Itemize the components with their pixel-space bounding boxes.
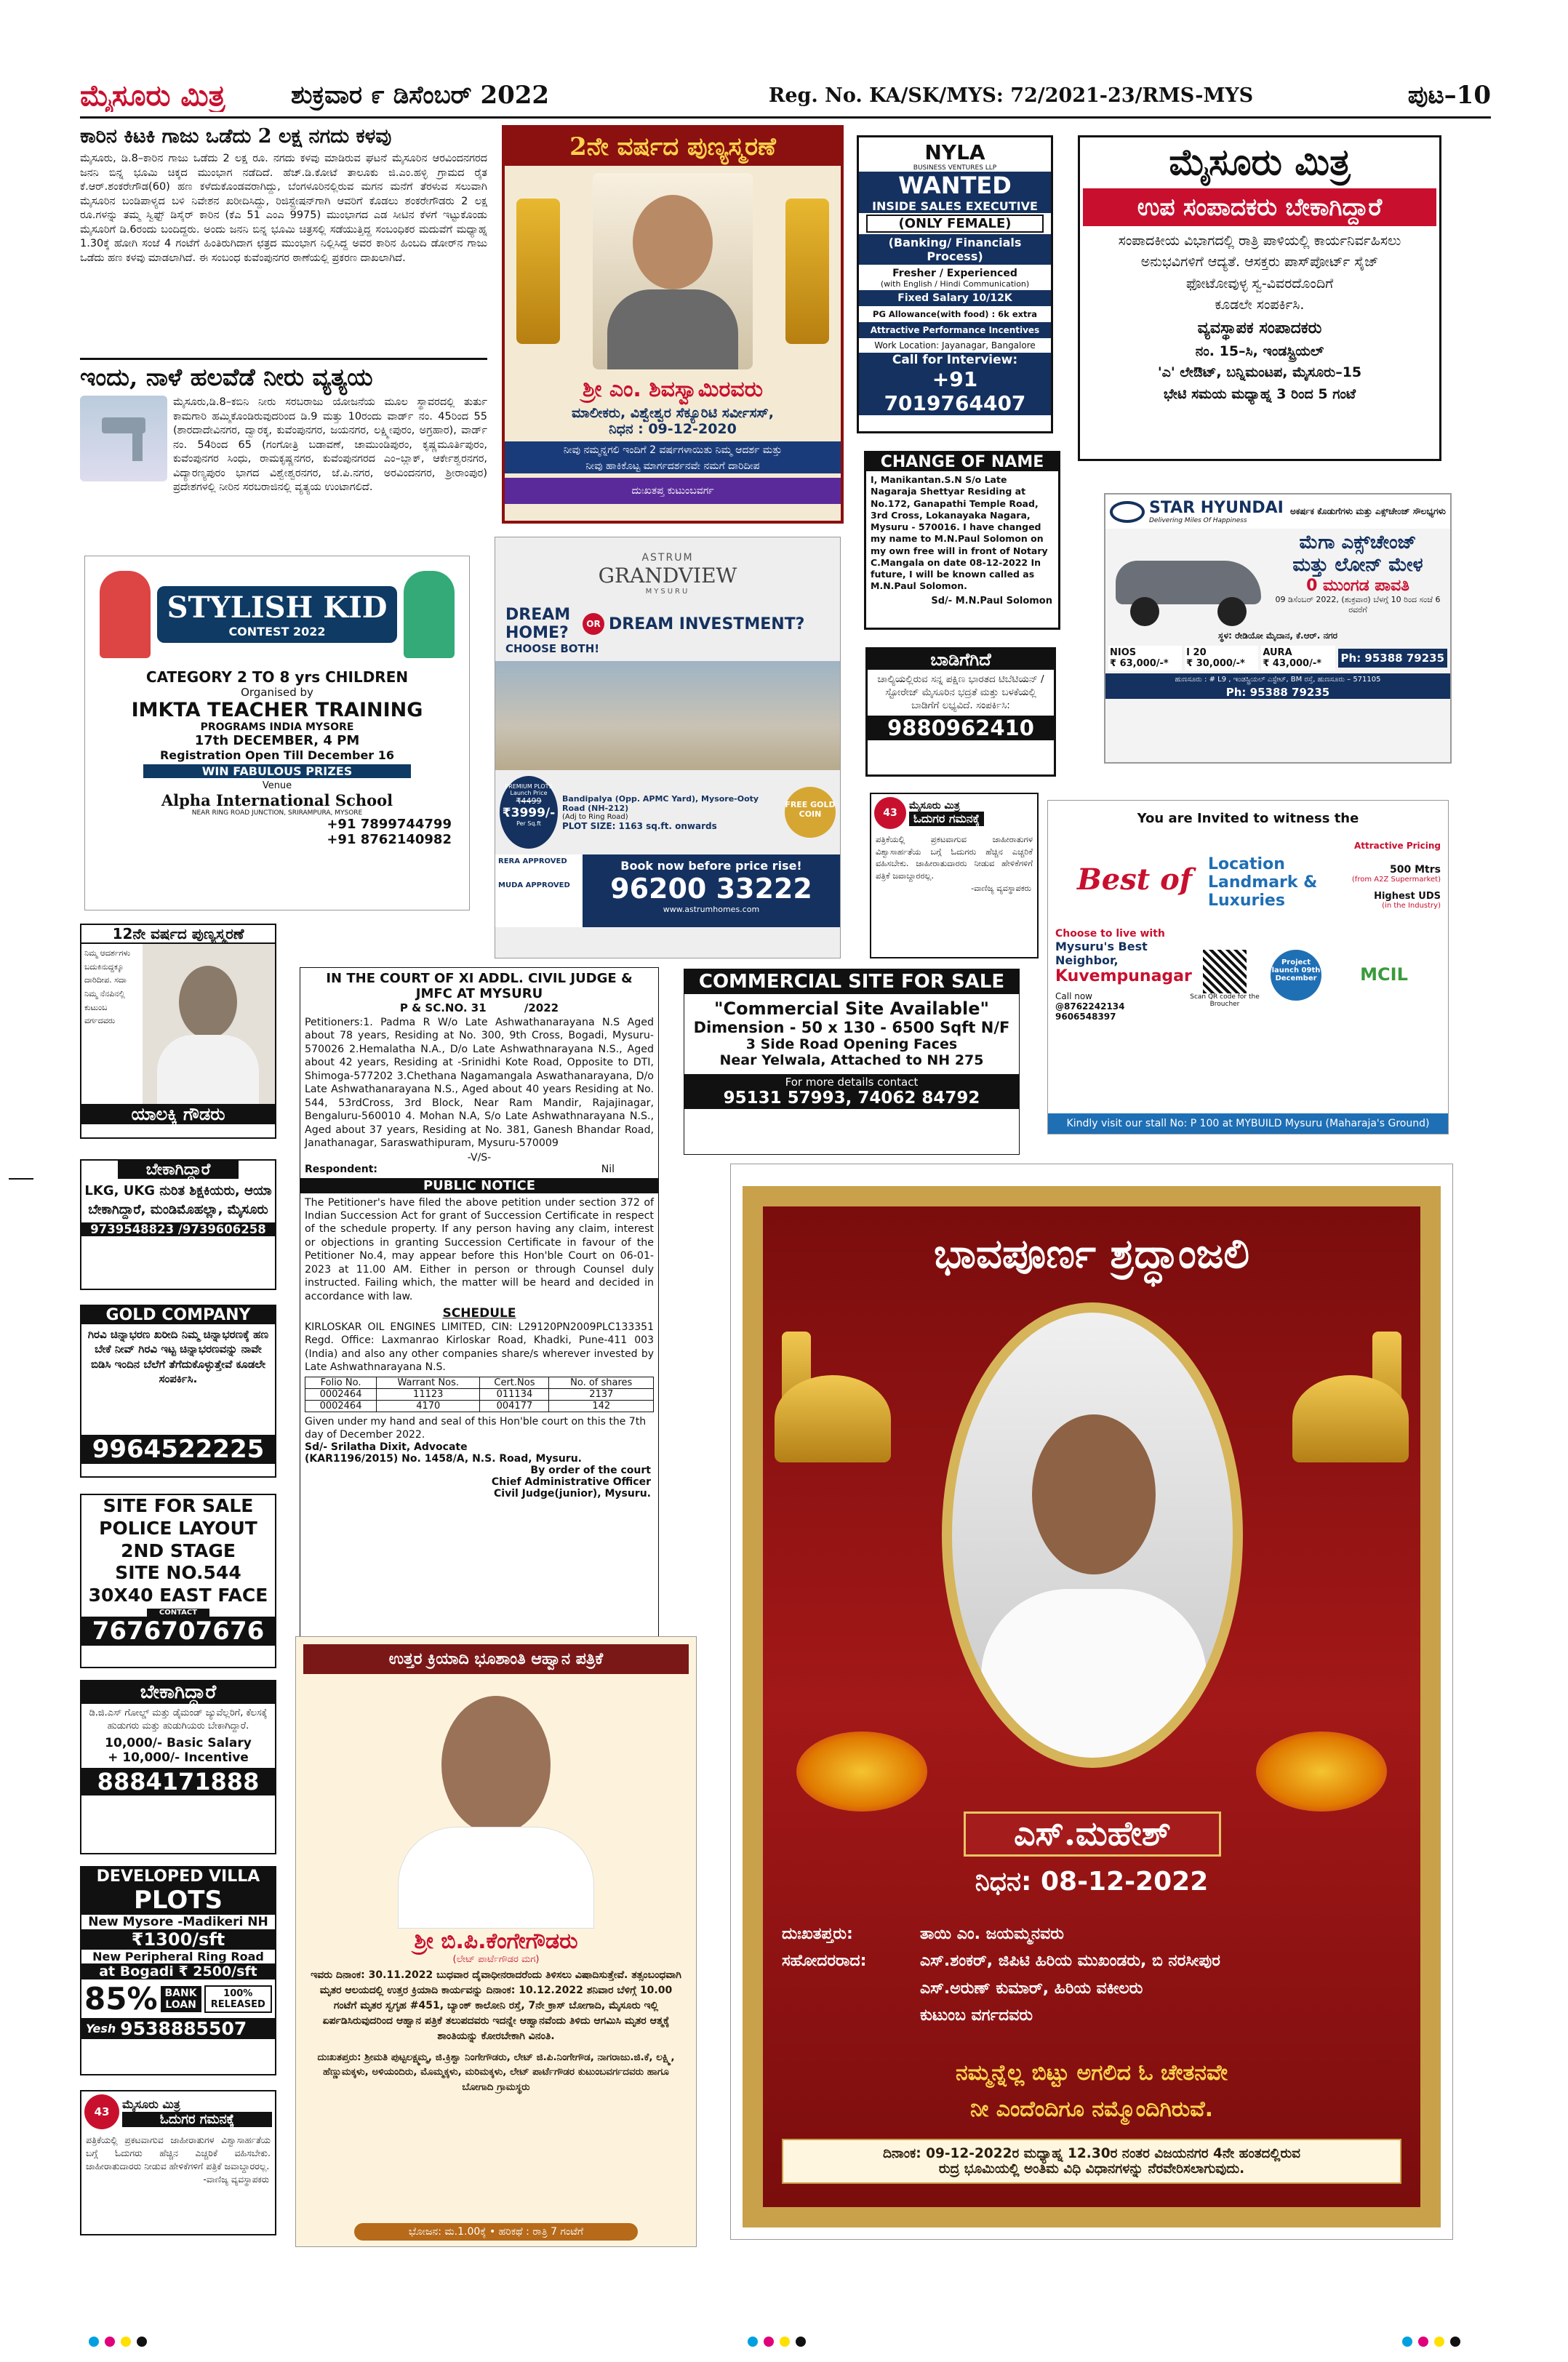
near: Near Yelwala, Attached to NH 275 [719, 1052, 984, 1068]
masthead-reg: Reg. No. KA/SK/MYS: 72/2021-23/RMS-MYS [768, 84, 1254, 107]
court-public-notice [300, 967, 659, 1654]
punya-smarane-2-ad [502, 125, 844, 524]
model-offer: NIOS ₹ 63,000/-* [1108, 646, 1182, 670]
or-badge: OR [583, 613, 604, 635]
phone-number: 9964522225 [81, 1435, 275, 1464]
share-table [305, 1377, 654, 1412]
choose-both: CHOOSE BOTH! [505, 642, 600, 655]
notice-title: ಓದುಗರ ಗಮನಕ್ಕೆ [909, 812, 984, 826]
site-for-sale-ad [80, 1494, 276, 1668]
venue-label: Venue [262, 780, 292, 791]
portrait-photo [942, 1302, 1243, 1768]
vacancy-line: ಅನುಭವಿಗಳಿಗೆ ಆದ್ಯತೆ. ಆಸಕ್ತರು ಪಾಸ್‌ಪೋರ್ಟ್ ಸೈಜ್ [1140, 254, 1379, 271]
ad-title: ಉತ್ತರ ಕ್ರಿಯಾದಿ ಭೂಶಾಂತಿ ಆಹ್ವಾನ ಪತ್ರಿಕೆ [303, 1644, 689, 1674]
deceased-title: ಮಾಲೀಕರು, ವಿಶ್ವೇಶ್ವರ ಸೆಕ್ಯೂರಿಟಿ ಸರ್ವೀಸಸ್, [571, 405, 774, 421]
case-number: P & SC.NO. 31 /2022 [399, 1001, 559, 1014]
mela-title: ಮೆಗಾ ಎಕ್ಸ್‌ಚೇಂಜ್ [1299, 532, 1417, 553]
call-label: Call now [1055, 991, 1092, 1001]
phone-number: 95131 57993, 74062 84792 [723, 1089, 980, 1108]
ad-title: ಬೇಕಾಗಿದ್ದಾರೆ [118, 1161, 239, 1179]
quote-line: ನಮ್ಮನ್ನೆಲ್ಲ ಬಿಟ್ಟು ಅಗಲಿದ ಓ ಚೇತನವೇ [955, 2060, 1228, 2086]
color-registration-dots [86, 2336, 150, 2350]
deceased-relation: (ಲೇಟ್ ಪಾರ್ಟೆಗೌಡರ ಮಗ) [452, 1954, 540, 1965]
usp-line: Location [1208, 855, 1285, 873]
notice-body: ಪತ್ರಿಕೆಯಲ್ಲಿ ಪ್ರಕಟವಾಗುವ ಜಾಹೀರಾತುಗಳ ವಿಶ್ವಾಸಾರ್ಹತೆಯ ಬಗ್ಗೆ ಓದುಗರು ಹೆಚ್ಚಿನ ಎಚ್ಚರಿಕೆ ವಹಿಸಬೇಕು. ಜಾಹೀರಾತುದಾರರು ನೀಡುವ ಹೇಳಿಕೆಗಳಿಗೆ ಪತ್ರಿಕೆ ಜವಾಬ್ದಾರರಲ್ಲ. [876, 834, 1033, 881]
event-date: 17th DECEMBER, 4 PM [194, 733, 360, 748]
pg-allowance: PG Allowance(with food) : 6k extra [873, 309, 1037, 319]
dealer-tag: Delivering Miles Of Happiness [1149, 517, 1247, 524]
muda: MUDA APPROVED [498, 881, 570, 889]
death-date: ನಿಧನ: 08-12-2022 [975, 1867, 1209, 1897]
launch-badge: Project launch 09th December [1271, 950, 1321, 1001]
usp-line: Landmark & [1208, 873, 1318, 892]
contact-phone: +91 7899744799 [327, 817, 452, 832]
tag-line: Kuvempunagar [1055, 967, 1192, 985]
vacancy-line: ಸಂಪಾದಕೀಯ ವಿಭಾಗದಲ್ಲಿ ರಾತ್ರಿ ಪಾಳಿಯಲ್ಲಿ ಕಾರ್ಯನಿರ್ವಹಿಸಲು [1118, 233, 1401, 249]
vacancy-line: ಭೇಟಿ ಸಮಯ ಮಧ್ಯಾಹ್ನ 3 ರಿಂದ 5 ಗಂಟೆ [1163, 385, 1356, 402]
officer-line: Chief Administrative Officer [491, 1476, 651, 1489]
phone-number: @8762242134 [1055, 1001, 1125, 1012]
salary: 10,000/- Basic Salary [105, 1736, 252, 1751]
nyla-job-ad [857, 135, 1053, 433]
schedule-body: KIRLOSKAR OIL ENGINES LIMITED, CIN: L29120PN2009PLC133351 Regd. Office: Laxmanrao Kirloskar Road, Khadki, Pune-411 003 (India) and also any other companies share/s wherever invested by Late Ashwathnarayana N.S. [305, 1321, 654, 1373]
mela-venue: ಸ್ಥಳ: ರೇಡಿಯೋ ಮೈದಾನ, ಕೆ.ಆರ್. ನಗರ [1218, 630, 1337, 641]
lamp-icon [1292, 1375, 1409, 1462]
ad-title: COMMERCIAL SITE FOR SALE [684, 969, 1019, 994]
anniversary-badge-icon: 43 [84, 2094, 119, 2129]
kid-figure-icon [404, 571, 455, 658]
website: www.astrumhomes.com [663, 905, 760, 914]
vacancy-line: ಫೋಟೋವುಳ್ಳ ಸ್ವ-ವಿವರದೊಂದಿಗೆ [1185, 275, 1334, 292]
vacancy-line: ಕೂಡಲೇ ಸಂಪರ್ಕಿಸಿ. [1215, 297, 1305, 313]
notice-sign: -ವಾಣಿಜ್ಯ ವ್ಯವಸ್ಥಾಪಕರು [203, 2174, 269, 2185]
headline-investment: DREAM INVESTMENT? [609, 614, 805, 633]
project-name: GRANDVIEW [598, 564, 737, 588]
project-render-image [495, 661, 840, 770]
ad-line: SITE FOR SALE [103, 1495, 254, 1516]
experience: Fresher / Experienced [892, 268, 1017, 279]
anniversary-badge-icon: 43 [874, 797, 906, 829]
dealer-address: ಹುಣಸೂರು : # L9 , ಇಂಡಸ್ಟ್ರಿಯಲ್ ಎಸ್ಟೇಟ್, BM ರಸ್ತೆ, ಹುಣಸೂರು – 571105 [1105, 673, 1450, 686]
readers-notice [80, 2090, 276, 2235]
dealer-phone: Ph: 95388 79235 [1338, 649, 1448, 668]
advocate: Sd/- Srilatha Dixit, Advocate [305, 1441, 468, 1454]
dealer-name: STAR HYUNDAI [1149, 499, 1284, 517]
siblings-label: ಸಹೋದರರಾದ: [782, 1952, 867, 1971]
color-registration-dots [745, 2336, 809, 2350]
bank-loan: BANK LOAN [161, 1986, 201, 2012]
phone-number: 96200 33222 [610, 873, 812, 905]
phone-number: 9606548397 [1055, 1012, 1116, 1022]
public-notice-title: PUBLIC NOTICE [300, 1178, 658, 1193]
venue-name: Alpha International School [161, 791, 393, 809]
ad-body: ನಿಮ್ಮ ಆದರ್ಶಗಳು ಬದುಕಿನುದ್ದಕ್ಕೂ ದಾರಿದೀಪ. ಸದಾ ನಿಮ್ಮ ನೆನಪಿನಲ್ಲಿ ಕುಟುಂಬ ವರ್ಗದವರು [84, 948, 131, 1026]
headline-home: DREAM HOME? [505, 606, 571, 642]
stall-line: Kindly visit our stall No: P 100 at MYBUILD Mysuru (Maharaja's Ground) [1048, 1113, 1448, 1134]
order-line: By order of the court [530, 1465, 651, 1477]
usp-distance: 500 Mtrs [1390, 864, 1441, 876]
jewellery-jobs-ad [80, 1680, 276, 1854]
page-number: ಪುಟ–10 [1407, 81, 1491, 110]
location-sub: (Adj to Ring Road) [562, 812, 628, 821]
table-row: 0002464 11123 011134 2137 [305, 1388, 654, 1400]
ad-subtitle: PLOTS [81, 1886, 275, 1915]
masthead-rule [80, 116, 1491, 119]
contact-label: CONTACT [147, 1609, 209, 1617]
lamp-icon [775, 1375, 891, 1462]
usp-uds: Highest UDS [1374, 891, 1441, 902]
tag-line: Neighbor, [1055, 953, 1119, 967]
mcil-project-ad [1047, 800, 1449, 1134]
water-tap-image [80, 396, 167, 481]
deceased-name: ಶ್ರೀ ಎಂ. ಶಿವಸ್ವಾಮಿರವರು [582, 377, 764, 402]
stylish-kid-contest-ad [84, 556, 470, 910]
female-only: (ONLY FEMALE) [866, 215, 1044, 233]
dealer-phone: Ph: 95388 79235 [1105, 686, 1450, 699]
usp-line: Luxuries [1208, 892, 1285, 910]
phone-number: 9538885507 [120, 2018, 247, 2039]
company-sub: BUSINESS VENTURES LLP [913, 164, 997, 172]
ad-line: 2ND STAGE [121, 1540, 236, 1561]
family-line: ತಾಯಿ ಎಂ. ಜಯಮ್ಮನವರು [920, 1925, 1064, 1943]
mela-dates: 09 ಡಿಸೆಂಬರ್ 2022, (ಶುಕ್ರವಾರ) ಬೆಳಗ್ಗೆ 10 ರಿಂದ ಸಂಜೆ 6 ರವರೆಗೆ [1275, 595, 1441, 614]
ad-title: 2ನೇ ವರ್ಷದ ಪುಣ್ಯಸ್ಮರಣೆ [505, 128, 841, 166]
hyundai-logo-icon [1110, 501, 1145, 523]
ad-quote: "Commercial Site Available" [714, 998, 989, 1019]
plot-size: PLOT SIZE: 1163 sq.ft. onwards [562, 820, 717, 831]
news-body: ಮೈಸೂರು,ಡಿ.8–ಕಬಿನಿ ನೀರು ಸರಬರಾಜು ಯೋಜನೆಯ ಮೂಲ ಸ್ಥಾವರದಲ್ಲಿ ತುರ್ತು ಕಾಮಗಾರಿ ಹಮ್ಮಿಕೊಂಡಿರುವುದರಿಂದ ಡಿ.9 ಮತ್ತು 10ರಂದು ವಾರ್ಡ್ ನಂ. 45ರಿಂದ 55 (ಶಾರದಾದೇವಿನಗರ, ದ್ವಾರಕ್ಕ, ಕುವೆಂಪುನಗರ, ಜಯನಗರ, ಲಕ್ಷ್ಮೀಪುರಂ, ಅಗ್ರಹಾರ), ವಾರ್ಡ್ ನಂ. 54ರಿಂದ 65 (ಗಂಗೋತ್ರಿ ಬಡಾವಣೆ, ಚಾಮುಂಡಿಪುರಂ, ಕೃಷ್ಣಮೂರ್ತಿಪುರಂ, ಕುವೆಂಪುನಗರ ಸಿಂಧು, ರಾಮಕೃಷ್ಣನಗರ, ಕುವೆಂಪುನಗರದ ಎಂ–ಬ್ಲಾಕ್, ಆರ್ಕೇಶ್ವರನಗರ, ವಿದ್ಯಾರಣ್ಯಪುರಂ ಭಾಗದ ವಿಶ್ವೇಶ್ವರನಗರ, ಜೆ.ಪಿ.ನಗರ, ಅರವಿಂದನಗರ, ಶ್ರೀರಾಂಪುರ) ಪ್ರದೇಶಗಳಲ್ಲಿ ನೀರಿನ ಸರಬರಾಜಿನಲ್ಲಿ ವ್ಯತ್ಯಯ ಉಂಟಾಗಲಿದೆ. [173, 396, 487, 494]
punya-smarane-12-ad [80, 924, 276, 1139]
salary: Fixed Salary 10/12K [859, 290, 1051, 306]
astrum-grandview-ad [495, 537, 841, 958]
family-line: ಕುಟುಂಬ ವರ್ಗದವರು [920, 2006, 1033, 2025]
divider [80, 358, 487, 360]
work-location: Work Location: Jayanagar, Bangalore [874, 340, 1036, 351]
readers-notice [870, 793, 1039, 958]
ad-line: POLICE LAYOUT [99, 1517, 257, 1539]
shraddhanjali-ad [730, 1164, 1453, 2240]
tribute-line: ನೀವು ನಮ್ಮನ್ನಗಲಿ ಇಂದಿಗೆ 2 ವರ್ಷಗಳಾಯಿತು ನಿಮ್ಮ ಆದರ್ಶ ಮತ್ತು [505, 441, 841, 459]
brand-logo: Yesh [86, 2022, 116, 2035]
portrait-photo [593, 173, 753, 369]
deceased-name: ಎಸ್.ಮಹೇಶ್ [964, 1811, 1221, 1857]
news-headline: ಕಾರಿನ ಕಿಟಕಿ ಗಾಜು ಒಡೆದು 2 ಲಕ್ಷ ನಗದು ಕಳವು [80, 125, 392, 148]
for-rent-ad [865, 647, 1056, 777]
family-label: ದುಃಖತಪ್ತರು: [782, 1925, 853, 1943]
advocate-address: (KAR1196/2015) No. 1458/A, N.S. Road, Mysuru. [305, 1453, 582, 1465]
dimension: Dimension - 50 x 130 - 6500 Sqft N/F [693, 1019, 1010, 1036]
book-now: Book now before price rise! [620, 859, 802, 873]
organiser: IMKTA TEACHER TRAINING [131, 699, 423, 721]
versus: -V/S- [467, 1151, 492, 1164]
ad-title: DEVELOPED VILLA [81, 1867, 275, 1886]
route: New Mysore -Madikeri NH [88, 1915, 268, 1929]
masthead-logo: ಮೈಸೂರು ಮಿತ್ರ [80, 79, 225, 112]
call-label: Call for Interview: [859, 353, 1051, 367]
brand: ASTRUM [641, 552, 694, 564]
ad-body: LKG, UKG ನುರಿತ ಶಿಕ್ಷಕಿಯರು, ಆಯಾ ಬೇಕಾಗಿದ್ದಾರೆ, ಮಂಡಿಮೊಹಲ್ಲಾ, ಮೈಸೂರು [84, 1183, 272, 1218]
family-line: ದುಃಖತಪ್ತರು: ಶ್ರೀಮತಿ ಪುಟ್ಟಲಕ್ಷ್ಮಮ್ಮ, ಜಿ.ಕ್ರಿಶ್ವಾ ನಿಂಗೇಗೌಡರು, ಲೇಟ್ ಜಿ.ಪಿ.ನಿಂಗೇಗೌಡ, ನಾಗರಾಜು.ಜಿ.ಕೆ, ಲಕ್ಷ್ಮಿ, ಹೆಣ್ಣುಮಕ್ಕಳು, ಅಳಿಯಂದಿರು, ಮೊಮ್ಮಕ್ಕಳು, ಮರಿಮಕ್ಕಳು, ಲೇಟ್ ಪಾರ್ಟೆಗೌಡರ ಕುಟುಂಬವರ್ಗದವರು ಹಾಗೂ ಬೋಗಾದಿ ಗ್ರಾಮಸ್ಥರು [317, 2051, 675, 2093]
role: INSIDE SALES EXECUTIVE [859, 199, 1051, 213]
location: Bandipalya (Opp. APMC Yard), Mysore-Ooty Road (NH-212) [562, 793, 759, 813]
contest-year: CONTEST 2022 [228, 625, 326, 638]
project-city: MYSURU [645, 588, 690, 596]
table-header-row: Folio No. Warrant Nos. Cert.Nos No. of shares [305, 1377, 654, 1388]
table-row: 0002464 4170 004177 142 [305, 1400, 654, 1412]
death-date: ನಿಧನ : 09-12-2020 [609, 421, 737, 437]
funeral-info: ದಿನಾಂಕ: 09-12-2022ರ ಮಧ್ಯಾಹ್ನ 12.30ರ ನಂತರ ವಿಜಯನಗರ 4ನೇ ಹಂತದಲ್ಲಿರುವ ರುದ್ರ ಭೂಮಿಯಲ್ಲಿ ಅಂತಿಮ ವಿಧಿ ವಿಧಾನಗಳನ್ನು ನೆರವೇರಿಸಲಾಗುವುದು. [782, 2139, 1401, 2184]
portrait-photo [354, 1681, 638, 1929]
notice-body: ಪತ್ರಿಕೆಯಲ್ಲಿ ಪ್ರಕಟವಾಗುವ ಜಾಹೀರಾತುಗಳ ವಿಶ್ವಾಸಾರ್ಹತೆಯ ಬಗ್ಗೆ ಓದುಗರು ಹೆಚ್ಚಿನ ಎಚ್ಚರಿಕೆ ವಹಿಸಬೇಕು. ಜಾಹೀರಾತುದಾರರು ನೀಡುವ ಹೇಳಿಕೆಗಳಿಗೆ ಪತ್ರಿಕೆ ಜವಾಬ್ದಾರರಲ್ಲ. [86, 2134, 271, 2172]
quote-line: ನೀ ಎಂದೆಂದಿಗೂ ನಮ್ಮೊಂದಿಗಿರುವೆ. [969, 2097, 1214, 2122]
mela-title: ಮತ್ತು ಲೋನ್ ಮೇಳ [1292, 554, 1423, 576]
gold-coin-badge: FREE GOLD COIN [785, 787, 836, 838]
organiser-sub: PROGRAMS INDIA MYSORE [200, 721, 354, 733]
paper-logo: ಮೈಸೂರು ಮಿತ್ರ [909, 800, 960, 812]
gold-company-ad [80, 1305, 276, 1478]
petitioners: Petitioners:1. Padma R W/o Late Ashwathanarayana N.S Aged about 78 years, Residing at No. 300, 9th Cross, Bogadi, Mysuru-570026 2.Hemalatha N.A., D/o Late Ashwathnarayana N.S., Aged about 42 years, Residing at -Srinidhi Kote Road, Opposite to DTI, Shimoga-577202 3.Chethana Nagamangala Aswathanarayana, D/o Late Ashwathanarayana N.S., Aged about 40 years Residing at No. 544, 53rdCross, 3rd Block, Near Ram Mandir, Rajajinagar, Bengaluru-560010 4. Mohan N.A, S/o Late Ashwathnarayana N.S., Aged about 37 years, Residing at No. 381, Ganesh Bhandar Road, Janathanagar, Saraswathipuram, Mysuru-570009 [305, 1017, 654, 1150]
side-road: 3 Side Road Opening Faces [745, 1036, 958, 1052]
ad-body: ಗಿರವಿ ಚಿನ್ನಾಭರಣ ಖರೀದಿ ನಿಮ್ಮ ಚಿನ್ನಾಭರಣಕ್ಕೆ ಹಣ ಬೇಕೆ ನೀವ್ ಗಿರವಿ ಇಟ್ಟ ಚಿನ್ನಾಭರಣವನ್ನು ನಾವೇ ಬಿಡಿಸಿ ಇಂದಿನ ಬೆಲೆಗೆ ತೆಗೆದುಕೊಳ್ಳುತ್ತೇವೆ ಕೂಡಲೇ ಸಂಪರ್ಕಿಸಿ. [87, 1328, 269, 1385]
communication: (with English / Hindi Communication) [880, 279, 1030, 289]
respondent-label: Respondent: [305, 1163, 377, 1175]
qr-code-icon [1203, 950, 1247, 993]
lamp-icon [785, 199, 829, 344]
flower-decoration-icon [1256, 1732, 1387, 1811]
wanted-heading: WANTED [859, 172, 1051, 199]
phone-number: +91 7019764407 [859, 367, 1051, 415]
vacancy-title: ಉಪ ಸಂಪಾದಕರು ಬೇಕಾಗಿದ್ದಾರೆ [1083, 188, 1436, 226]
model-offer: AURA ₹ 43,000/-* [1261, 646, 1335, 670]
respondent-value: Nil [601, 1163, 615, 1175]
contest-title: STYLISH KID [167, 590, 388, 625]
lamp-icon [516, 199, 560, 344]
villa-plots-ad [80, 1866, 276, 2075]
usp-distance-sub: (from A2Z Supermarket) [1351, 876, 1441, 884]
contact-phone: +91 8762140982 [327, 832, 452, 847]
ad-title: ಬೇಕಾಗಿದ್ದಾರೆ [81, 1681, 275, 1704]
incentive: + 10,000/- Incentive [108, 1750, 249, 1766]
qr-caption: Scan QR code for the Broucher [1190, 993, 1260, 1008]
news-article-water [80, 364, 487, 544]
masthead [80, 79, 1491, 112]
notice-title: ಓದುಗರ ಗಮನಕ್ಕೆ [122, 2112, 272, 2127]
deceased-name: ಯಾಲಕ್ಕಿ ಗೌಡರು [81, 1104, 275, 1124]
prizes: WIN FABULOUS PRIZES [143, 764, 411, 778]
ad-title: CHANGE OF NAME [866, 453, 1058, 471]
news-body: ಮೈಸೂರು, ಡಿ.8–ಕಾರಿನ ಗಾಜು ಒಡೆದು 2 ಲಕ್ಷ ರೂ. ನಗದು ಕಳವು ಮಾಡಿರುವ ಘಟನೆ ಮೈಸೂರಿನ ಆರವಿಂದನಗರದ ಜನನಿ ಬಿನ್ನ ಭೂಮಿ ಚಿಕ್ಕದ ಮುಂಭಾಗ ನಡೆದಿದೆ. ಹೆಚ್.ಡಿ.ಕೋಟೆ ತಾಲೂಕು ಜಿ.ಎಂ.ಹಳ್ಳಿ ಗ್ರಾಮದ ರೈತ ಕೆ.ಆರ್.ಶಂಕರೇಗೌಡ(60) ಹಣ ಕಳೆದುಕೊಂಡವರಾಗಿದ್ದು, ಬೆಂಗಳೂರಿನಲ್ಲಿರುವ ಮಗನ ಮನೆಗೆ ತೆರಳುವ ಸಲುವಾಗಿ ಮೈಸೂರಿನ ಬಂಡಿಪಾಳ್ಯದ ಬಳಿ ನಿವೇಶನ ಖರೀದಿಸಿದ್ದು, ರಿಜಿಸ್ಟ್ರೇಷನ್‌ಗಾಗಿ ಆವರಿಗೆ ಕೊಡಲು ಶಂಕರೇಗೌಡರು 2 ಲಕ್ಷ ರೂ.ಗಳನ್ನು ತಮ್ಮ ಸ್ವಿಫ್ಟ್ ಡಿಸೈರ್ ಕಾರಿನ (ಕೆಎ 51 ಎಂಎ 9975) ಮುಂಭಾಗದ ಎಡ ಸೀಟಿನ ಕೆಳಗೆ ಇಟ್ಟುಕೊಂಡು ಮೈಸೂರಿಗೆ ಡಿ.6ರಂದು ಬಂದಿದ್ದರು. ಅಂದು ಜನನಿ ಬಿನ್ನ ಭೂಮಿ ಚಿತ್ರಸಲ್ಲಿ ಸಡೆಯುತ್ತಿದ್ದ ಸಂಬಂಧಿಕರ ಮದುವೆಗೆ ಮಧ್ಯಾಹ್ನ 1.30ಕ್ಕೆ ಹೋಗಿ ಸಂಜೆ 4 ಗಂಟೆಗೆ ಹಿಂತಿರುಗಿದಾಗ ಛತ್ರದ ಮುಂಭಾಗ ನಿಲ್ಲಿಸಿದ್ದ ಅವರ ಕಾರಿನ ಹಿಂಬದಿ ಡೋರ್‌ನ ಗಾಜು ಒಡೆದು ಹಣ ಕಳವು ಮಾಡಲಾಗಿದೆ. ಈ ಸಂಬಂಧ ಕುವೆಂಪುನಗರ ಠಾಣೆಯಲ್ಲಿ ಪ್ರಕರಣ ದಾಖಲಾಗಿದೆ. [80, 153, 487, 264]
ad-title: ಬಾಡಿಗೆಗಿದೆ [868, 649, 1054, 670]
loan-percent: 85% [84, 1981, 158, 2017]
teacher-wanted-ad [80, 1159, 276, 1290]
released: 100% RELEASED [204, 1985, 272, 2013]
court-title: IN THE COURT OF XI ADDL. CIVIL JUDGE & [326, 971, 633, 986]
vacancy-line: 'ಎ' ಲೇಔಟ್, ಬನ್ನಿಮಂಟಪ, ಮೈಸೂರು–15 [1157, 364, 1362, 381]
vacancy-line: ವ್ಯವಸ್ಥಾಪಕ ಸಂಪಾದಕರು [1197, 319, 1322, 337]
ad-line: 30X40 EAST FACE [88, 1585, 268, 1606]
mcil-logo: MCIL [1360, 964, 1408, 985]
price-badge: PREMIUM PLOTS Launch Price ₹4499 ₹3999/- Per Sq.ft [500, 776, 558, 849]
model-offer: I 20 ₹ 30,000/-* [1185, 646, 1258, 670]
flower-decoration-icon [796, 1732, 927, 1811]
court-title: JMFC AT MYSURU [415, 986, 543, 1001]
judge-line: Civil Judge(junior), Mysuru. [494, 1488, 651, 1500]
rera: RERA APPROVED [498, 857, 567, 865]
family-line: ಎಸ್.ಅರುಣ್ ಕುಮಾರ್, ಹಿರಿಯ ವಕೀಲರು [920, 1979, 1143, 1998]
family-line: ದುಃಖತಪ್ತ ಕುಟುಂಬವರ್ಗ [505, 478, 841, 504]
paper-logo: ಮೈಸೂರು ಮಿತ್ರ [122, 2097, 180, 2111]
schedule-title: SCHEDULE [442, 1306, 516, 1321]
phone-number: 8884171888 [81, 1768, 275, 1795]
invite-line: You are Invited to witness the [1137, 811, 1359, 826]
ad-line: SITE NO.544 [115, 1562, 241, 1584]
offers-line: ಅಕರ್ಷಕ ಕೊಡುಗೆಗಳು ಮತ್ತು ಎಕ್ಸ್‌ಚೇಂಜ್ ಸೌಲಭ್ಯಗಳು [1289, 506, 1446, 516]
meal-line: ಭೋಜನ: ಮ.1.00ಕ್ಕೆ • ಹರಿಕಥೆ : ರಾತ್ರಿ 7 ಗಂಟೆಗೆ [354, 2223, 638, 2241]
ad-body: ಚಾಲ್ಯಿಯಲ್ಲಿರುವ ಸನ್ನ ಪಕ್ಷಿಣ ಭಾರತದ ಟಿಬೆಟಿಯನ್ / ಸ್ಟೋರೇಜ್ ಮೈಸೂರಿನ ಭದ್ರತೆ ಮತ್ತು ಬಳಕೆಯಲ್ಲಿ ಬಾಡಿಗೆಗೆ ಲಭ್ಯವಿದೆ. ಸಂಪರ್ಕಿಸಿ: [877, 673, 1044, 712]
change-of-name-ad [864, 451, 1060, 630]
category: CATEGORY 2 TO 8 yrs CHILDREN [145, 668, 409, 686]
masthead-date: ಶುಕ್ರವಾರ ೯ ಡಿಸೆಂಬರ್ 2022 [291, 81, 550, 110]
tag-line: Choose to live with [1055, 928, 1165, 940]
tag-line: Mysuru's Best [1055, 940, 1148, 953]
usp-uds-sub: (in the Industry) [1382, 902, 1441, 910]
signature: Sd/- M.N.Paul Solomon [931, 595, 1052, 606]
fold-mark [9, 1178, 33, 1180]
family-line: ಎಸ್.ಶಂಕರ್, ಜಿಪಿಟಿ ಹಿರಿಯ ಮುಖಂಡರು, ಬಿ ನರಸೀಪುರ [920, 1952, 1220, 1971]
commercial-site-ad [684, 969, 1020, 1155]
notice-sign: -ವಾಣಿಜ್ಯ ವ್ಯವಸ್ಥಾಪಕರು [971, 883, 1031, 893]
ad-body: ಡಿ.ಜಿ.ಎಸ್ ಗೋಲ್ಡ್ ಮತ್ತು ಡೈಮಂಡ್ ಜ್ಯುವೆಲ್ಲರಿಗೆ, ಕೆಲಸಕ್ಕೆ ಹುಡುಗರು ಮತ್ತು ಹುಡುಗಿಯರು ಬೇಕಾಗಿದ್ದಾರೆ. [89, 1708, 268, 1732]
portrait-photo [143, 944, 275, 1104]
incentives: Attractive Performance Incentives [859, 322, 1051, 338]
color-registration-dots [1399, 2336, 1463, 2350]
price: ₹1300/sft [81, 1929, 275, 1950]
given-line: Given under my hand and seal of this Hon'ble court on this the 7th day of December 2022. [305, 1415, 647, 1441]
uttara-kriyadi-ad [295, 1636, 697, 2247]
process: (Banking/ Financials Process) [859, 234, 1051, 265]
registration: Registration Open Till December 16 [159, 748, 395, 762]
ad-title: GOLD COMPANY [81, 1306, 275, 1324]
route: New Peripheral Ring Road [92, 1950, 264, 1963]
kid-figure-icon [100, 571, 151, 658]
ad-title: ಭಾವಪೂರ್ಣ ಶ್ರದ್ಧಾಂಜಲಿ [933, 1230, 1250, 1278]
ad-title: 12ನೇ ವರ್ಷದ ಪುಣ್ಯಸ್ಮರಣೆ [81, 925, 275, 944]
zero-downpayment: 0 ಮುಂಗಡ ಪಾವತಿ [1306, 577, 1409, 595]
ad-body: ಇವರು ದಿನಾಂಕ: 30.11.2022 ಬುಧವಾರ ದೈವಾಧೀನರಾದರೆಂದು ತಿಳಿಸಲು ವಿಷಾದಿಸುತ್ತೇವೆ. ತತ್ಸಂಬಂಧವಾಗಿ ಮೃತರ ಆಲಯದಲ್ಲಿ ಉತ್ತರ ಕ್ರಿಯಾದಿ ಕಾರ್ಯವನ್ನು ದಿನಾಂಕ: 10.12.2022 ಶನಿವಾರ ಬೆಳಿಗ್ಗೆ 10.00 ಗಂಟೆಗೆ ಮೃತರ ಸ್ವಗೃಹ #451, ಬ್ಯಾಂಕ್ ಕಾಲೋನಿ ರಸ್ತೆ, 7ನೇ ಕ್ರಾಸ್ ಬೋಗಾದಿ, ಮೈಸೂರು ಇಲ್ಲಿ ಏರ್ಪಡಿಸಿರುವುದರಿಂದ ಆಹ್ವಾನ ಪತ್ರಿಕೆ ತಲುಪದವರು ಇದನ್ನೇ ಆಹ್ವಾನವೆಂದು ತಿಳಿದು ಆಗಮಿಸಿ ಮೃತರ ಆತ್ಮಕ್ಕೆ ಶಾಂತಿಯನ್ನು ಕೋರಬೇಕಾಗಿ ವಿನಂತಿ. [311, 1969, 681, 2042]
paper-logo: ಮೈಸೂರು ಮಿತ್ರ [1169, 140, 1351, 183]
venue-address: NEAR RING ROAD JUNCTION, SRIRAMPURA, MYSORE [191, 809, 363, 817]
news-headline: ಇಂದು, ನಾಳೆ ಹಲವೆಡೆ ನೀರು ವ್ಯತ್ಯಯ [80, 364, 373, 391]
price: at Bogadi ₹ 2500/sft [81, 1963, 275, 1979]
contact-label: For more details contact [785, 1076, 919, 1089]
ad-body: I, Manikantan.S.N S/o Late Nagaraja Shettyar Residing at No.172, Ganapathi Temple Road, 3rd Cross, Lokanayaka Nagara, Mysuru - 570016. I have changed my name to M.N.Paul Solomon on my own free will in front of Notary C.Mangala on date 08-12-2022 In future, I will be known called as M.N.Paul Solomon. [871, 474, 1048, 592]
phone-number: 9880962410 [868, 716, 1054, 740]
deceased-name: ಶ್ರೀ ಬಿ.ಪಿ.ಕೆಂಗೇಗೌಡರು [414, 1929, 578, 1954]
usp-attr: Attractive Pricing [1353, 841, 1441, 851]
best-of-graphic: Best of [1077, 862, 1193, 897]
public-notice-body: The Petitioner's have filed the above petition under section 372 of Indian Succession Act for grant of Succession Certificate in respect of the schedule property. If any person having any claim, interest or objections in granting Succession Certificate in favour of the Petitioner No.4, may appear before this Hon'ble Court on 06-01-2023 at 11.00 AM. Either in person or through Counsel duly instructed. Failing which, the matter will be heard and decided in accordance with law. [305, 1196, 654, 1302]
organised-by: Organised by [241, 686, 313, 699]
phone-number: 9739548823 /9739606258 [81, 1222, 275, 1236]
vacancy-line: ನಂ. 15–ಸಿ, ಇಂಡಸ್ಟ್ರಿಯಲ್ [1195, 343, 1324, 359]
news-article-theft [80, 125, 487, 358]
company-logo: NYLA [924, 140, 985, 164]
star-hyundai-ad [1104, 493, 1452, 764]
phone-number: 7676707676 [81, 1617, 275, 1646]
sub-editor-vacancy-ad [1078, 135, 1441, 461]
car-image [1108, 532, 1268, 626]
tribute-line: ನೀವು ಹಾಕಿಕೊಟ್ಟ ಮಾರ್ಗದರ್ಶನವೇ ನಮಗೆ ದಾರಿದೀಪ [505, 459, 841, 473]
